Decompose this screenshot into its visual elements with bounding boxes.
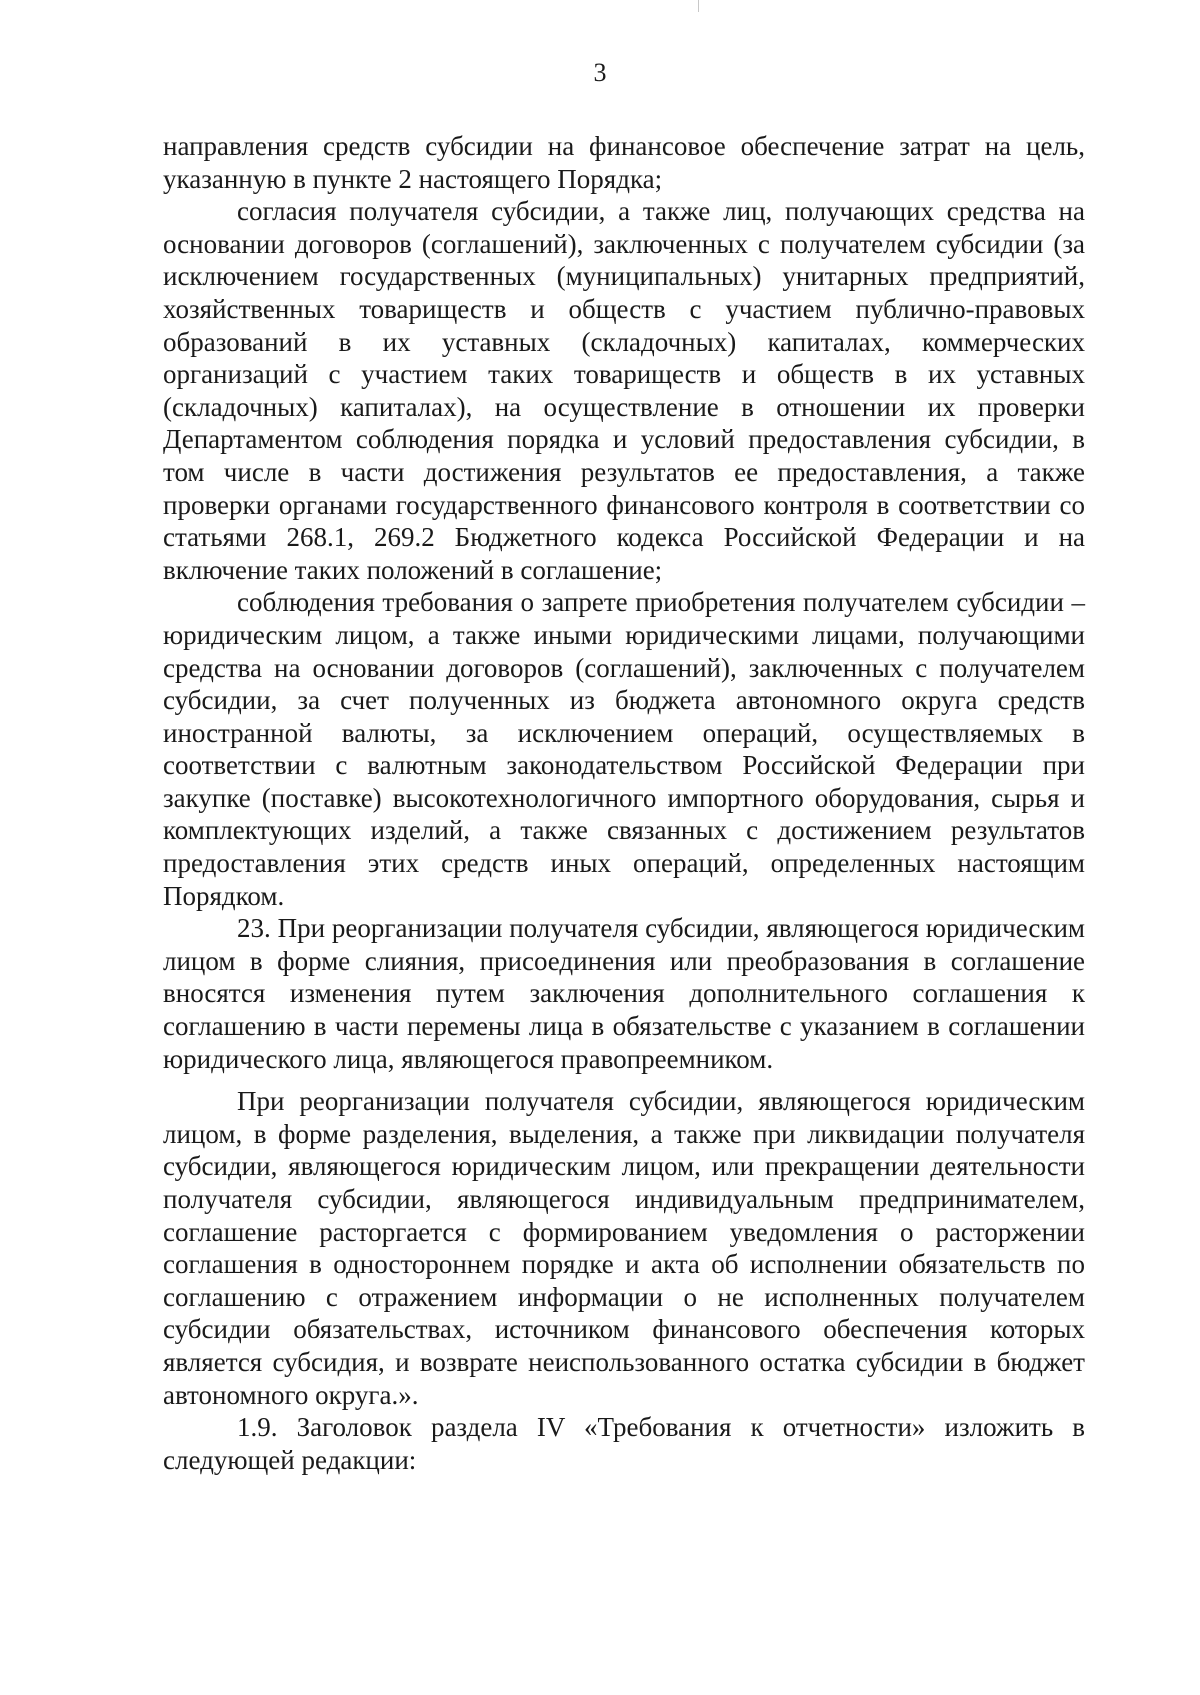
paragraph-reorganization: При реорганизации получателя субсидии, являющегося юридическим лицом, в форме разделения, выделения, а также при ликвидации получателя субсидии, являющегося юридическим лицом, или прекращении деятельности получателя субсидии, являющегося индивидуальным предпринимателем, соглашение расторгается с формированием уведомления о расторжении соглашения в одностороннем порядке и акта об исполнении обязательств по соглашению с отражением информации о не исполненных получателем субсидии обязательствах, источником финансового обеспечения которых является субсидия, и возврате неиспользованного остатка субсидии в бюджет автономного округа.». (163, 1086, 1085, 1410)
document-body (163, 130, 1085, 1476)
scan-artifact-mark (698, 0, 699, 12)
paragraph-item-23: 23. При реорганизации получателя субсидии, являющегося юридическим лицом в форме слияния, присоединения или преобразования в соглашение вносятся изменения путем заключения дополнительного соглашения к соглашению в части перемены лица в обязательстве с указанием в соглашении юридического лица, являющегося правопреемником. (163, 913, 1085, 1074)
paragraph-item-1-9: 1.9. Заголовок раздела IV «Требования к отчетности» изложить в следующей редакции: (163, 1412, 1085, 1475)
paragraph-consent: согласия получателя субсидии, а также лиц, получающих средства на основании договоров (соглашений), заключенных с получателем субсидии (за исключением государственных (муниципальных) унитарных предприятий, хозяйственных товариществ и обществ с участием публично-правовых образований в их уставных (складочных) капиталах, коммерческих организаций с участием таких товариществ и обществ в их уставных (складочных) капиталах), на осуществление в отношении их проверки Департаментом соблюдения порядка и условий предоставления субсидии, в том числе в части достижения результатов ее предоставления, а также проверки органами государственного финансового контроля в соответствии со статьями 268.1, 269.2 Бюджетного кодекса Российской Федерации и на включение таких положений в соглашение; (163, 196, 1085, 585)
paragraph-currency-restriction: соблюдения требования о запрете приобретения получателем субсидии – юридическим лицом, а также иными юридическими лицами, получающими средства на основании договоров (соглашений), заключенных с получателем субсидии, за счет полученных из бюджета автономного округа средств иностранной валюты, за исключением операций, осуществляемых в соответствии с валютным законодательством Российской Федерации при закупке (поставке) высокотехнологичного импортного оборудования, сырья и комплектующих изделий, а также связанных с достижением результатов предоставления этих средств иных операций, определенных настоящим Порядком. (163, 587, 1085, 911)
page-number: 3 (593, 58, 607, 87)
paragraph-continuation: направления средств субсидии на финансовое обеспечение затрат на цель, указанную в пункте 2 настоящего Порядка; (163, 131, 1085, 194)
